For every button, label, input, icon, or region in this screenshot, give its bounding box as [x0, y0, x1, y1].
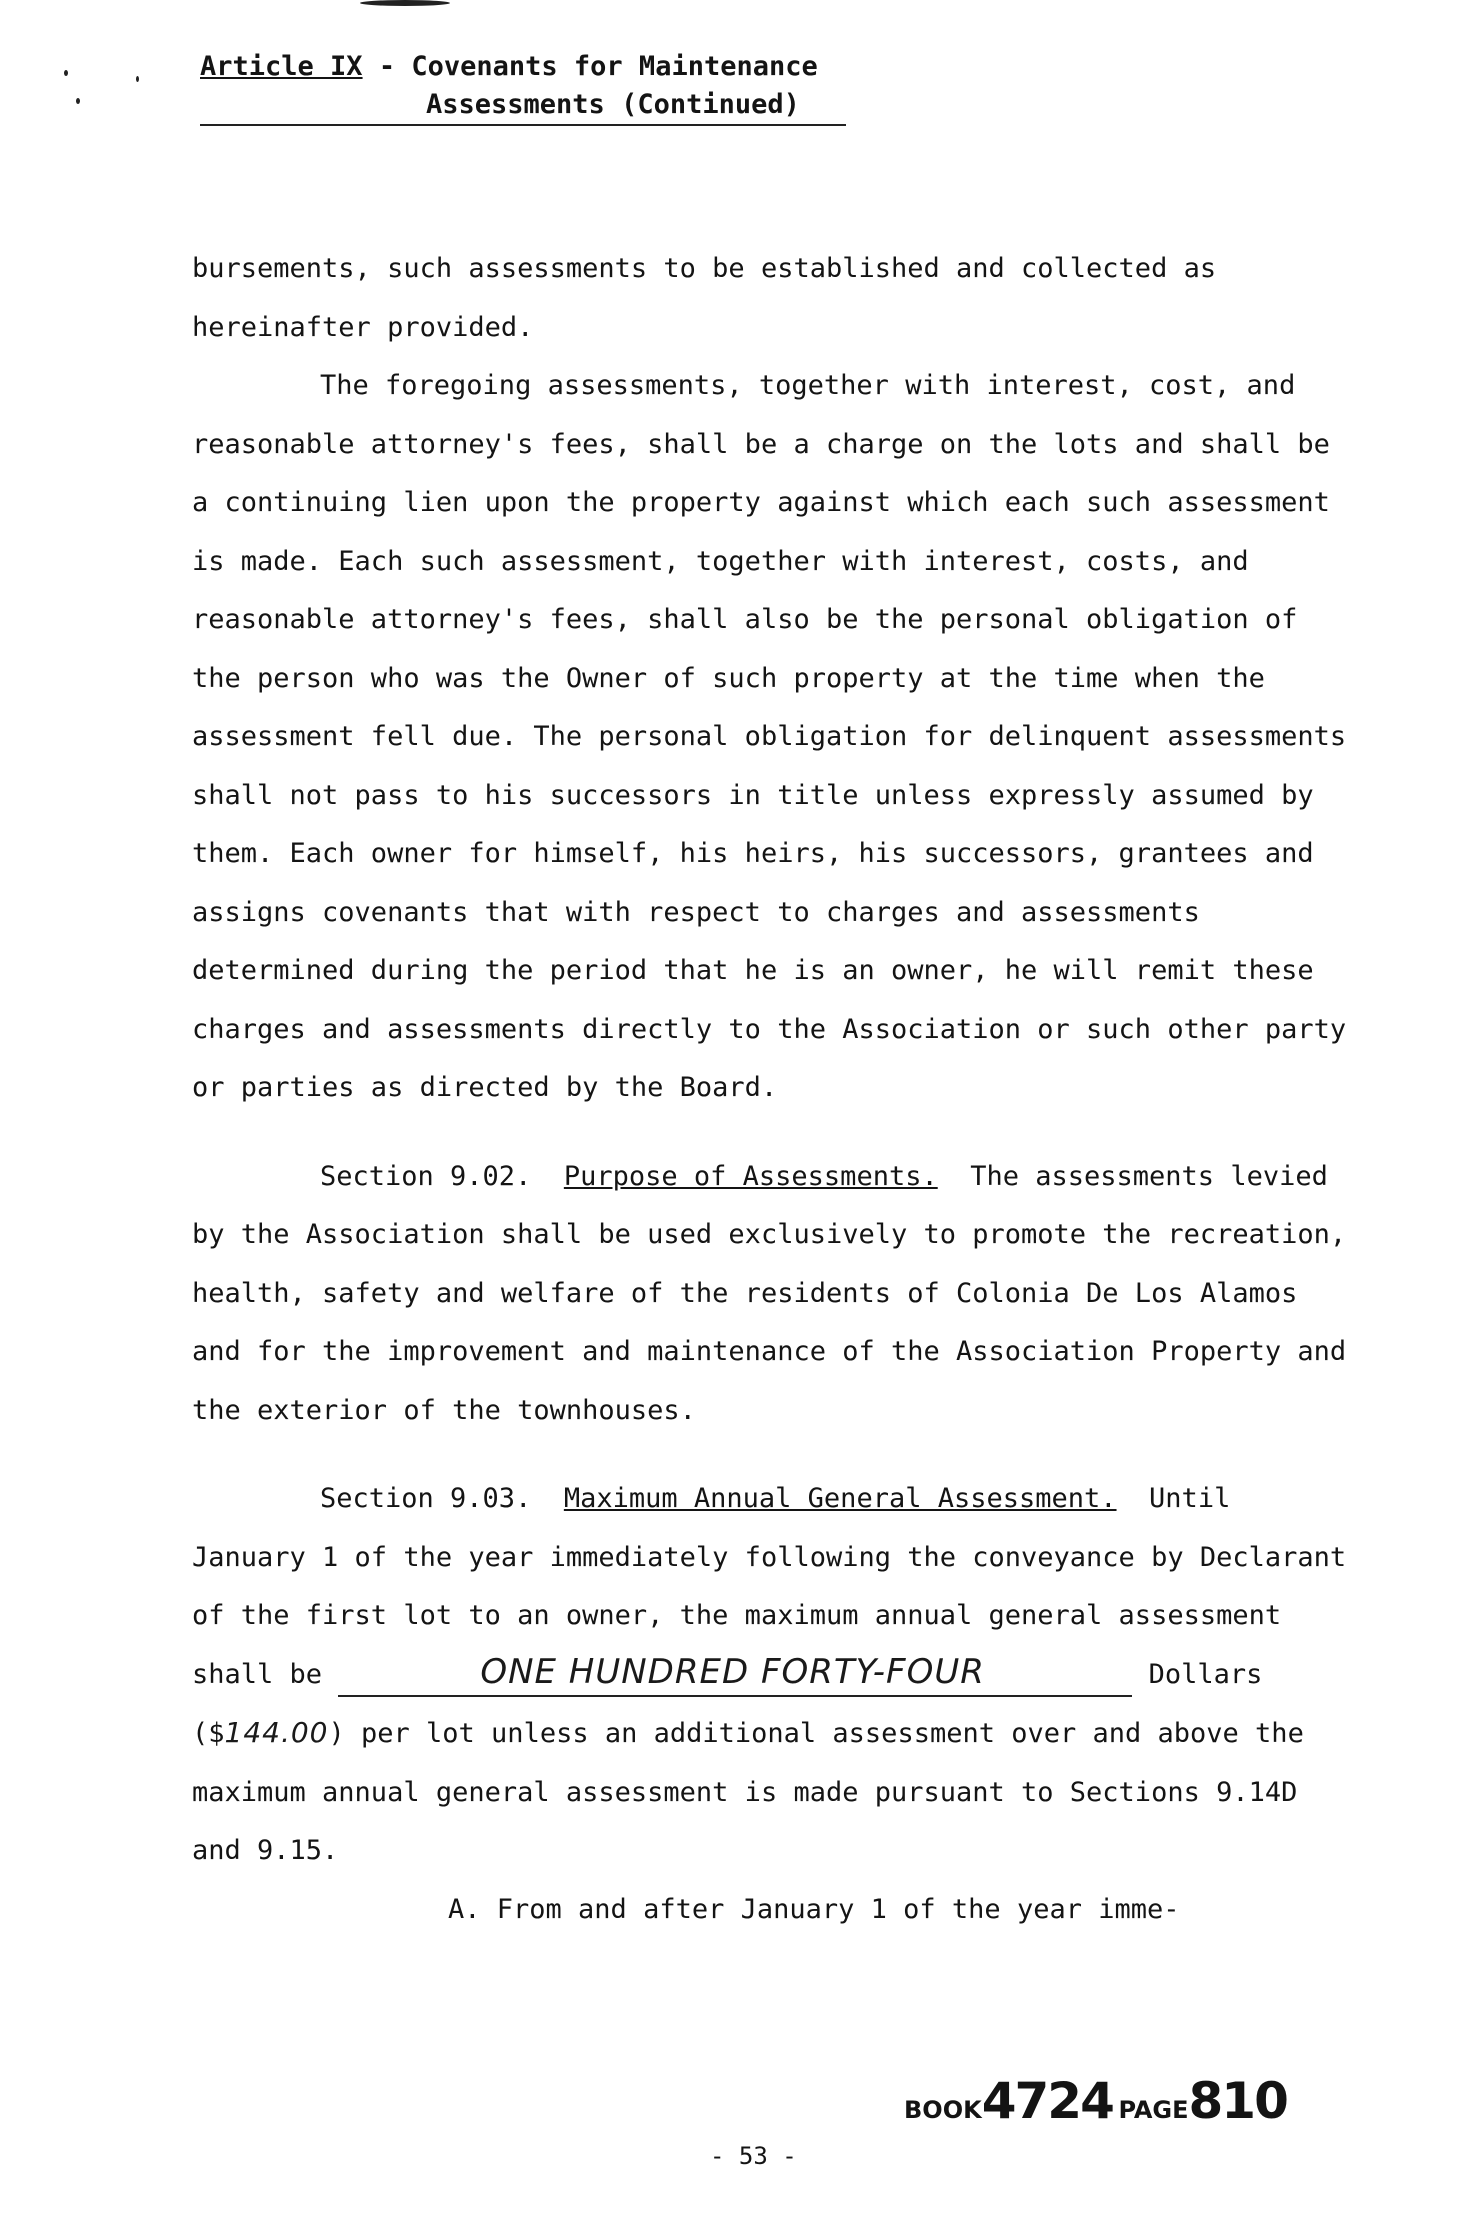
book-label: BOOK — [904, 2096, 982, 2124]
handwritten-figure: 144.00 — [224, 1716, 329, 1749]
page-number: - 53 - — [710, 2142, 797, 2170]
article-number: Article IX — [200, 51, 363, 82]
paragraph-continued: bursements, such assessments to be established and collected as hereinafter provided. — [192, 253, 1217, 343]
section-number: Section 9.02. — [320, 1160, 532, 1192]
page-label: PAGE — [1118, 2096, 1189, 2124]
item-a: A. From and after January 1 of the year imme- — [448, 1893, 1180, 1925]
page-number-stamp: 810 — [1188, 2072, 1287, 2130]
document-body — [192, 240, 1352, 1939]
section-text: Dollars ($ — [192, 1658, 1263, 1749]
article-title-1: Covenants for Maintenance — [411, 51, 818, 82]
header-dash: - — [378, 51, 396, 82]
section-text: Until January 1 of the year immediately following the conveyance by Declarant of the first lot to an owner, the maximum annual general assessment shall be — [192, 1483, 1347, 1690]
section-text: ) per lot unless an additional assessment over and above the maximum annual general assessment is made pursuant to Sections 9.14D and 9.15. — [192, 1718, 1304, 1866]
section-heading: Maximum Annual General Assessment. — [563, 1483, 1117, 1514]
article-title-2: Assessments (Continued) — [200, 86, 846, 126]
article-header — [200, 48, 846, 126]
paragraph-lien: The foregoing assessments, together with interest, cost, and reasonable attorney's fees, shall be a charge on the lots and shall be a continuing lien upon the property against which each such assessment is made. Each such assessment, together with interest, costs, and reasonable attorney's fees, shall also be the personal obligation of the person who was the Owner of such property at the time when the assessment fell due. The personal obligation for delinquent assessments shall not pass to his successors in title unless expressly assumed by them. Each owner for himself, his heirs, his successors, grantees and assigns covenants that with respect to charges and assessments determined during the period that he is an owner, he will remit these charges and assessments directly to the Association or such other party or parties as directed by the Board. — [192, 370, 1347, 1103]
book-page-stamp — [904, 2072, 1287, 2130]
scan-artifact — [76, 98, 80, 104]
handwritten-amount: ONE HUNDRED FORTY-FOUR — [480, 1651, 985, 1692]
section-9-02 — [192, 1148, 1352, 1441]
scan-artifact — [64, 70, 68, 76]
amount-blank — [338, 1652, 1132, 1697]
header-line-1 — [200, 48, 846, 86]
section-heading: Purpose of Assessments. — [563, 1160, 938, 1192]
scan-artifact — [136, 76, 139, 82]
section-number: Section 9.03. — [320, 1483, 532, 1514]
section-text: The assessments levied by the Association shall be used exclusively to promote the recreation, health, safety and welfare of the residents of Colonia De Los Alamos and for the improvement and maintenance of the Association Property and the exterior of the townhouses. — [192, 1160, 1347, 1426]
book-number: 4724 — [981, 2072, 1113, 2130]
scan-artifact — [360, 0, 450, 6]
section-9-03 — [192, 1470, 1352, 1881]
